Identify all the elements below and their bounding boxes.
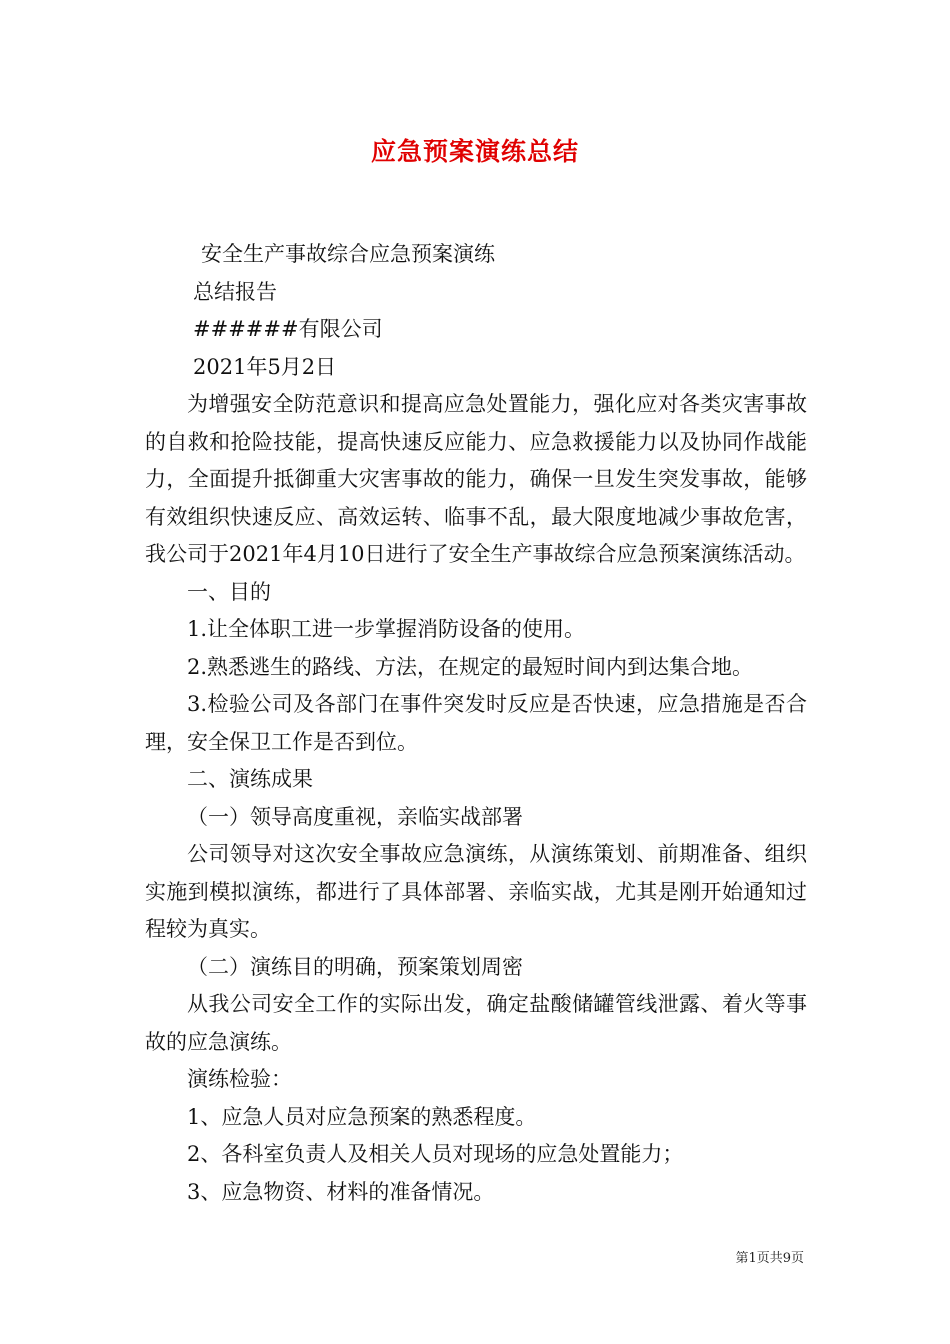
purpose-item-2: 2.熟悉逃生的路线、方法，在规定的最短时间内到达集合地。	[187, 654, 754, 679]
section-heading-purpose: 一、目的	[187, 579, 271, 604]
page-number: 第1页共9页	[735, 1251, 804, 1266]
drill-check-item-3: 3、应急物资、材料的准备情况。	[187, 1179, 495, 1204]
document-title: 应急预案演练总结	[370, 137, 579, 166]
drill-check-item-1: 1、应急人员对应急预案的熟悉程度。	[187, 1104, 537, 1129]
purpose-item-3: 3.检验公司及各部门在事件突发时反应是否快速，应急措施是否合理，安全保卫工作是否到位。	[145, 692, 807, 754]
section-heading-results: 二、演练成果	[187, 767, 313, 791]
company-name: ######有限公司	[193, 317, 383, 341]
results-paragraph-1: 公司领导对这次安全事故应急演练，从演练策划、前期准备、组织实施到模拟演练，都进行了具体部署、亲临实战，尤其是刚开始通知过程较为真实。	[145, 842, 807, 941]
subtitle-line: 安全生产事故综合应急预案演练	[201, 242, 495, 266]
purpose-item-1: 1.让全体职工进一步掌握消防设备的使用。	[187, 617, 586, 641]
subtitle-report: 总结报告	[193, 279, 277, 304]
results-paragraph-2: 从我公司安全工作的实际出发，确定盐酸储罐管线泄露、着火等事故的应急演练。	[145, 992, 807, 1054]
results-subheading-2: （二）演练目的明确，预案策划周密	[187, 954, 523, 979]
intro-paragraph: 为增强安全防范意识和提高应急处置能力，强化应对各类灾害事故的自救和抢险技能，提高快速反应能力、应急救援能力以及协同作战能力，全面提升抵御重大灾害事故的能力，确保一旦发生突发事故，能够有效组织快速反应、高效运转、临事不乱，最大限度地减少事故危害，我公司于2021年4月10日进行了安全生产事故综合应急预案演练活动。	[145, 392, 807, 566]
results-subheading-1: （一）领导高度重视，亲临实战部署	[187, 804, 523, 829]
report-date: 2021年5月2日	[193, 354, 337, 379]
document-body	[145, 236, 807, 1211]
drill-check-item-2: 2、各科室负责人及相关人员对现场的应急处置能力；	[187, 1142, 684, 1166]
drill-check-heading: 演练检验：	[187, 1067, 292, 1091]
